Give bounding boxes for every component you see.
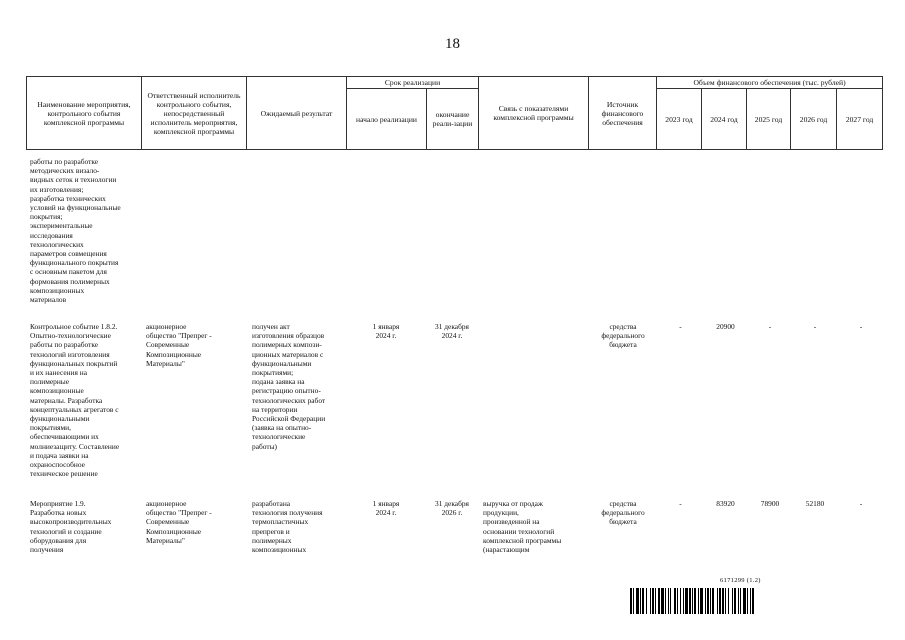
- row-3-start: 1 января 2024 г.: [372, 499, 400, 518]
- header-responsible: Ответственный исполнитель контрольного события, непосредственный исполнитель мероприятия, комплексной программы: [142, 77, 247, 150]
- row-2-2027: -: [859, 322, 863, 331]
- row-3-2027: -: [859, 499, 863, 508]
- row-3-link: выручка от продаж продукции, произведенной на основании технологий комплексной программы (нарастающим: [483, 499, 562, 555]
- row-2-source: средства федерального бюджета: [601, 322, 645, 350]
- row-3-2026: 52180: [805, 499, 825, 508]
- row-3-name: Мероприятие 1.9. Разработка новых высокопроизводительных технологий и создание оборудования для получения: [30, 499, 112, 555]
- row-2-2023: -: [679, 322, 682, 331]
- header-source: Источник финансового обеспечения: [589, 77, 657, 150]
- header-link: Связь с показателями комплексной программы: [479, 77, 589, 150]
- row-1-name: работы по разработке методических визало- видных сеток и технологии их изготовления; разработка технических условий на функциональные покрытия; экспериментальные исследования технологических параметров совмещения функционального покрытия с основным пакетом для формования полимерных композиционных материалов: [30, 157, 121, 305]
- page-number: 18: [445, 36, 460, 52]
- row-2-2026: -: [813, 322, 817, 331]
- row-3-source: средства федерального бюджета: [601, 499, 645, 527]
- header-end: окончание реали-зации: [427, 89, 479, 150]
- header-year-2023: 2023 год: [657, 89, 702, 150]
- header-year-2026: 2026 год: [791, 89, 837, 150]
- row-2-name: Контрольное событие 1.8.2. Опытно-технологические работы по разработке технологий изготовления функциональных покрытий и их нанесения на полимерные композиционные материалы. Разработка концептуальных агрегатов с функциональными покрытиями, обеспечивающими их молниезащиту. Составление и подача заявки на охраноспособное техническое решение: [30, 322, 120, 479]
- barcode-bar: [754, 588, 756, 614]
- row-2-responsible: акционерное общество "Препрег - Современные Композиционные Материалы": [146, 322, 212, 368]
- header-year-2027: 2027 год: [837, 89, 883, 150]
- row-2-end: 31 декабря 2024 г.: [435, 322, 469, 341]
- header-volume: Объем финансового обеспечения (тыс. рублей): [657, 77, 883, 89]
- barcode-label: 6171299 (1.2): [720, 577, 761, 584]
- header-result: Ожидаемый результат: [247, 77, 347, 150]
- row-3-end: 31 декабря 2026 г.: [435, 499, 469, 518]
- header-period: Срок реализации: [347, 77, 479, 89]
- row-3-result: разработана технология получения термопластичных препрегов и полимерных композиционных: [252, 499, 323, 555]
- row-3-responsible: акционерное общество "Препрег - Современные Композиционные Материалы": [146, 499, 212, 545]
- barcode: [630, 588, 875, 614]
- header-year-2025: 2025 год: [747, 89, 791, 150]
- row-3-2024: 83920: [716, 499, 735, 508]
- header-name: Наименование мероприятия, контрольного события комплексной программы: [27, 77, 142, 150]
- row-2-2025: -: [768, 322, 772, 331]
- row-2-2024: 20900: [716, 322, 735, 331]
- row-3-2025: 78900: [760, 499, 780, 508]
- row-3-2023: -: [679, 499, 682, 508]
- row-2-start: 1 января 2024 г.: [372, 322, 400, 341]
- header-start: начало реализации: [347, 89, 427, 150]
- table-header: [26, 76, 883, 150]
- header-year-2024: 2024 год: [702, 89, 747, 150]
- row-2-result: получен акт изготовления образцов полимерных компози- ционных материалов с функциональными покрытиями; подана заявка на регистрацию опытно- технологических работ на территории Российской Федерации (заявка на опытно- технологические работы): [252, 322, 326, 451]
